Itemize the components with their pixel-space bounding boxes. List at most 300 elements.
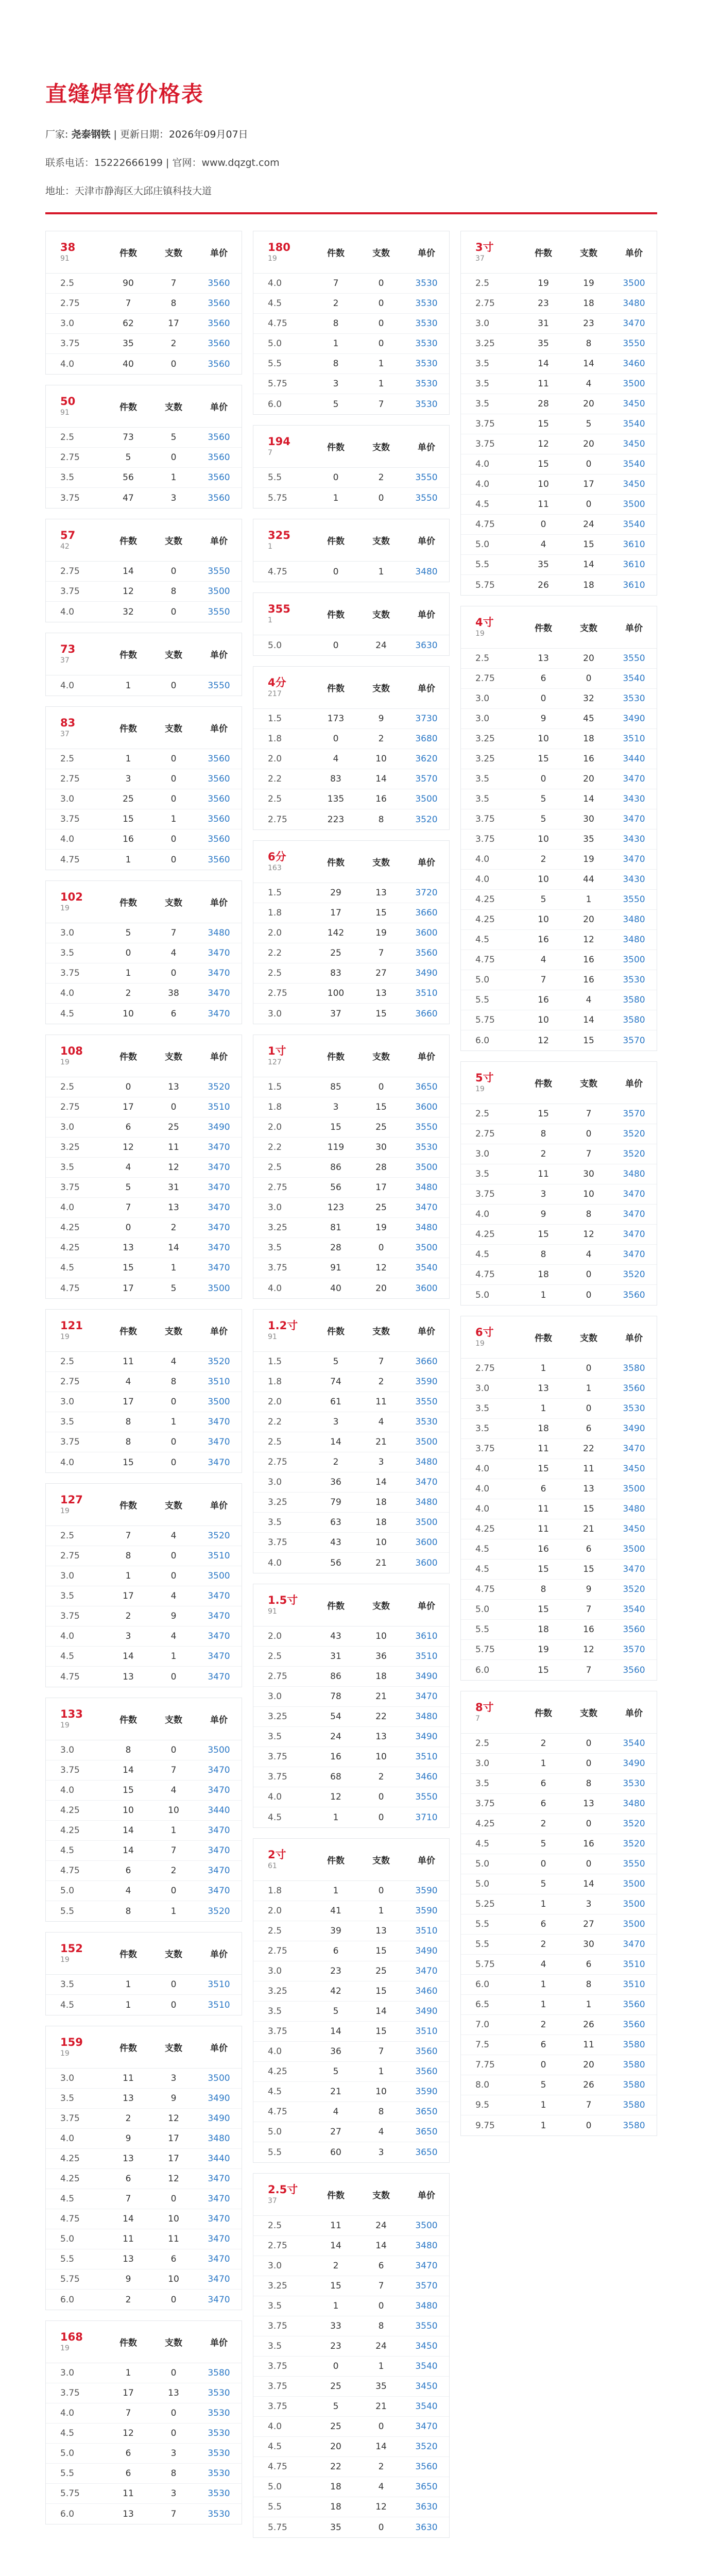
table-row <box>253 943 449 963</box>
sticks-cell: 2 <box>378 1772 384 1782</box>
column-header: 支数 <box>165 1327 182 1337</box>
price-cell: 3490 <box>623 714 645 724</box>
table-row <box>461 1774 657 1794</box>
sticks-cell: 7 <box>586 1149 592 1159</box>
price-cell: 3490 <box>208 1122 230 1132</box>
sticks-cell: 8 <box>170 298 177 309</box>
thickness-cell: 4.75 <box>475 519 495 530</box>
sticks-cell: 25 <box>375 1122 387 1132</box>
spec-table <box>253 425 450 509</box>
thickness-cell: 2.0 <box>268 928 282 938</box>
sticks-cell: 8 <box>170 2468 177 2479</box>
thickness-cell: 3.5 <box>60 1591 75 1601</box>
column-header: 支数 <box>372 1327 390 1337</box>
price-cell: 3590 <box>415 1377 438 1387</box>
price-cell: 3500 <box>415 794 438 804</box>
sticks-cell: 7 <box>170 278 177 289</box>
pieces-cell: 90 <box>123 278 134 289</box>
price-cell: 3500 <box>623 379 645 389</box>
table-row <box>46 1881 242 1901</box>
pieces-cell: 27 <box>330 2127 341 2137</box>
pieces-cell: 142 <box>327 928 345 938</box>
spec-table <box>45 633 242 696</box>
sticks-cell: 0 <box>378 2421 384 2432</box>
thickness-cell: 3.0 <box>268 1202 282 1213</box>
table-row <box>46 1901 242 1921</box>
price-cell: 3560 <box>415 2462 438 2472</box>
sticks-cell: 11 <box>583 1464 594 1474</box>
pieces-cell: 0 <box>540 774 546 784</box>
price-cell: 3560 <box>623 2020 645 2030</box>
table-row <box>253 1493 449 1513</box>
spec-table <box>45 2026 242 2310</box>
price-cell: 3540 <box>415 1263 438 1273</box>
thickness-cell: 7.0 <box>475 2020 490 2030</box>
thickness-cell: 5.75 <box>60 2488 80 2499</box>
maker-line <box>45 127 658 141</box>
thickness-cell: 4.0 <box>60 834 75 844</box>
spec-table <box>45 706 242 870</box>
price-cell: 3560 <box>208 338 230 349</box>
table-row <box>253 2457 449 2477</box>
table-row <box>253 1533 449 1553</box>
pieces-cell: 11 <box>123 1357 134 1367</box>
thickness-cell: 4.0 <box>60 1785 75 1795</box>
price-cell: 3630 <box>415 640 438 651</box>
pieces-cell: 35 <box>538 338 549 349</box>
column-header: 件数 <box>535 248 552 259</box>
thickness-cell: 3.5 <box>475 1423 490 1434</box>
column-header: 单价 <box>418 684 435 694</box>
pieces-cell: 13 <box>538 1383 549 1394</box>
pieces-cell: 60 <box>330 2147 341 2158</box>
table-row <box>46 943 242 963</box>
pieces-cell: 18 <box>330 2482 341 2492</box>
spec-label: 83 <box>60 716 76 729</box>
sticks-cell: 25 <box>375 1202 387 1213</box>
spec-table <box>253 1584 450 1828</box>
column-header: 单价 <box>210 1327 228 1337</box>
pieces-cell: 18 <box>538 1423 549 1434</box>
thickness-cell: 4.25 <box>60 1825 80 1836</box>
sticks-cell: 0 <box>170 359 177 369</box>
sticks-cell: 0 <box>170 1671 177 1682</box>
thickness-cell: 2.5 <box>268 794 282 804</box>
sticks-cell: 10 <box>375 1631 387 1641</box>
pieces-cell: 15 <box>538 1464 549 1474</box>
sticks-cell: 30 <box>375 1142 387 1153</box>
pieces-cell: 9 <box>540 1209 546 1219</box>
spec-label: 8寸 <box>475 1701 494 1714</box>
thickness-cell: 2.5 <box>268 2221 282 2231</box>
table-row <box>253 2236 449 2256</box>
thickness-cell: 2.5 <box>475 1109 490 1119</box>
price-cell: 3480 <box>415 2301 438 2311</box>
price-cell: 3560 <box>208 452 230 463</box>
table-header <box>253 1035 449 1077</box>
spec-table <box>253 1035 450 1299</box>
price-cell: 3470 <box>208 1886 230 1896</box>
sticks-cell: 30 <box>583 814 594 824</box>
sticks-cell: 5 <box>170 1283 177 1294</box>
sticks-cell: 12 <box>583 935 594 945</box>
pieces-cell: 63 <box>330 1517 341 1528</box>
thickness-cell: 3.75 <box>475 419 495 429</box>
price-cell: 3560 <box>208 754 230 764</box>
pieces-cell: 2 <box>540 1149 546 1159</box>
table-row <box>253 1158 449 1178</box>
sticks-cell: 0 <box>586 1758 592 1769</box>
pieces-cell: 6 <box>125 2174 131 2184</box>
thickness-cell: 2.75 <box>60 774 80 784</box>
thickness-cell: 3.75 <box>60 2388 80 2398</box>
pieces-cell: 13 <box>123 1243 134 1253</box>
sticks-cell: 0 <box>378 2301 384 2311</box>
table-row <box>253 883 449 903</box>
sticks-cell: 4 <box>378 2482 384 2492</box>
thickness-cell: 2.75 <box>475 1363 495 1374</box>
table-row <box>253 2102 449 2122</box>
table-row <box>461 2095 657 2115</box>
sticks-cell: 18 <box>375 1671 387 1682</box>
pieces-cell: 6 <box>125 1122 131 1132</box>
thickness-cell: 5.0 <box>268 640 282 651</box>
thickness-cell: 6.0 <box>475 1665 490 1675</box>
price-cell: 3550 <box>623 653 645 664</box>
thickness-cell: 4.0 <box>475 459 490 469</box>
price-cell: 3550 <box>415 493 438 503</box>
thickness-cell: 2.0 <box>268 1906 282 1916</box>
spec-cell <box>253 529 313 552</box>
price-cell: 3580 <box>623 2100 645 2110</box>
table-row <box>253 1412 449 1432</box>
thickness-cell: 2.0 <box>268 754 282 764</box>
sticks-cell: 1 <box>378 1906 384 1916</box>
spec-count: 19 <box>60 1955 70 1964</box>
thickness-cell: 4.0 <box>475 1209 490 1219</box>
spec-table <box>45 2320 242 2524</box>
price-cell: 3550 <box>623 894 645 905</box>
table-row <box>253 1727 449 1747</box>
thickness-cell: 1.8 <box>268 1886 282 1896</box>
price-cell: 3530 <box>208 2488 230 2499</box>
spec-label: 38 <box>60 241 76 253</box>
price-cell: 3480 <box>623 914 645 925</box>
thickness-cell: 4.5 <box>475 1249 490 1260</box>
pieces-cell: 17 <box>123 1591 134 1601</box>
table-header <box>46 2321 242 2363</box>
thickness-cell: 5.0 <box>475 1879 490 1889</box>
table-row <box>253 789 449 809</box>
thickness-cell: 5.5 <box>268 2147 282 2158</box>
thickness-cell: 2.75 <box>268 2241 287 2251</box>
pieces-cell: 4 <box>540 1959 546 1970</box>
price-cell: 3470 <box>208 1765 230 1775</box>
spec-count: 19 <box>60 2344 70 2352</box>
pieces-cell: 2 <box>125 1611 131 1621</box>
price-cell: 3550 <box>208 566 230 577</box>
thickness-cell: 4.5 <box>475 935 490 945</box>
column-header: 支数 <box>580 1708 597 1719</box>
pieces-cell: 4 <box>540 539 546 550</box>
column-header: 件数 <box>327 536 345 547</box>
price-cell: 3470 <box>415 1477 438 1487</box>
thickness-cell: 1.5 <box>268 888 282 898</box>
pieces-cell: 18 <box>538 1269 549 1280</box>
price-cell: 3560 <box>208 432 230 443</box>
sticks-cell: 11 <box>583 2040 594 2050</box>
thickness-cell: 8.0 <box>475 2080 490 2090</box>
price-cell: 3500 <box>623 499 645 510</box>
sticks-cell: 0 <box>378 338 384 349</box>
spec-cell <box>253 1045 313 1067</box>
pieces-cell: 5 <box>333 399 339 410</box>
column-header: 件数 <box>327 248 345 259</box>
price-cell: 3430 <box>623 834 645 844</box>
thickness-cell: 5.75 <box>268 2522 287 2533</box>
thickness-cell: 3.5 <box>475 1403 490 1414</box>
pieces-cell: 2 <box>125 2113 131 2124</box>
table-row <box>253 1981 449 2002</box>
sticks-cell: 1 <box>378 379 384 389</box>
thickness-cell: 5.0 <box>60 2234 75 2244</box>
sticks-cell: 6 <box>378 2261 384 2271</box>
sticks-cell: 16 <box>583 1624 594 1635</box>
table-row <box>46 334 242 354</box>
sticks-cell: 0 <box>170 1551 177 1561</box>
pieces-cell: 83 <box>330 968 341 978</box>
spec-table <box>253 519 450 582</box>
thickness-cell: 2.2 <box>268 948 282 958</box>
pieces-cell: 25 <box>330 2381 341 2392</box>
pieces-cell: 11 <box>538 1444 549 1454</box>
price-cell: 3450 <box>623 1524 645 1534</box>
thickness-cell: 3.0 <box>60 2073 75 2083</box>
price-cell: 3470 <box>208 1263 230 1273</box>
column-header: 单价 <box>625 1079 643 1089</box>
thickness-cell: 2.75 <box>60 1551 80 1561</box>
table-row <box>461 950 657 970</box>
price-cell: 3470 <box>208 1008 230 1019</box>
price-cell: 3480 <box>623 298 645 309</box>
thickness-cell: 5.5 <box>268 472 282 483</box>
pieces-cell: 31 <box>538 318 549 329</box>
table-row <box>253 314 449 334</box>
table-row <box>46 1117 242 1138</box>
pieces-cell: 14 <box>123 1651 134 1662</box>
table-row <box>46 468 242 488</box>
thickness-cell: 3.5 <box>268 2341 282 2351</box>
pieces-cell: 21 <box>330 2087 341 2097</box>
thickness-cell: 3.5 <box>60 1162 75 1173</box>
update-date: | 更新日期：2026年09月07日 <box>113 129 248 140</box>
price-cell: 3520 <box>208 1082 230 1092</box>
pieces-cell: 8 <box>540 1129 546 1139</box>
sticks-cell: 9 <box>170 1611 177 1621</box>
pieces-cell: 12 <box>538 1035 549 1046</box>
pieces-cell: 35 <box>538 560 549 570</box>
sticks-cell: 9 <box>170 2093 177 2104</box>
thickness-cell: 4.0 <box>475 854 490 865</box>
thickness-cell: 3.0 <box>60 1397 75 1407</box>
table-row <box>461 1814 657 1834</box>
pieces-cell: 23 <box>330 1966 341 1976</box>
pieces-cell: 24 <box>330 1732 341 1742</box>
column-header: 单价 <box>210 1950 228 1960</box>
thickness-cell: 4.75 <box>475 1269 495 1280</box>
table-header <box>46 633 242 675</box>
sticks-cell: 1 <box>170 1263 177 1273</box>
price-cell: 3440 <box>208 2154 230 2164</box>
price-cell: 3510 <box>208 1999 230 2010</box>
price-cell: 3450 <box>623 1464 645 1474</box>
thickness-cell: 5.75 <box>60 2274 80 2284</box>
pieces-cell: 7 <box>540 975 546 985</box>
price-cell: 3470 <box>208 1785 230 1795</box>
price-cell: 3470 <box>623 1564 645 1574</box>
pieces-cell: 1 <box>333 2301 339 2311</box>
thickness-cell: 4.75 <box>60 1866 80 1876</box>
thickness-cell: 4.25 <box>60 2174 80 2184</box>
price-cell: 3560 <box>415 2046 438 2057</box>
table-row <box>461 294 657 314</box>
table-row <box>253 1372 449 1392</box>
column-header: 件数 <box>327 443 345 453</box>
pieces-cell: 9 <box>125 2133 131 2144</box>
price-cell: 3610 <box>415 1631 438 1641</box>
column-header: 件数 <box>327 1327 345 1337</box>
pieces-cell: 4 <box>540 955 546 965</box>
table-row <box>461 575 657 595</box>
table-row <box>46 675 242 696</box>
price-cell: 3630 <box>415 2502 438 2512</box>
table-row <box>46 294 242 314</box>
table-row <box>253 984 449 1004</box>
spec-table <box>45 231 242 375</box>
pieces-cell: 6 <box>125 2468 131 2479</box>
sticks-cell: 4 <box>586 379 592 389</box>
sticks-cell: 14 <box>583 1015 594 1025</box>
spec-count: 19 <box>60 1058 70 1066</box>
price-cell: 3470 <box>208 1182 230 1193</box>
table-row <box>461 910 657 930</box>
sticks-cell: 0 <box>586 459 592 469</box>
pieces-cell: 1 <box>540 1899 546 1909</box>
table-row <box>461 870 657 890</box>
table-header <box>253 667 449 709</box>
table-row <box>461 1955 657 1975</box>
table-row <box>253 2497 449 2517</box>
price-cell: 3600 <box>415 1537 438 1548</box>
pieces-cell: 11 <box>538 1169 549 1179</box>
thickness-cell: 3.75 <box>60 1611 80 1621</box>
thickness-cell: 4.5 <box>268 2442 282 2452</box>
pieces-cell: 3 <box>125 1631 131 1641</box>
price-cell: 3510 <box>623 1959 645 1970</box>
thickness-cell: 4.5 <box>60 2428 75 2438</box>
price-cell: 3510 <box>415 2026 438 2037</box>
thickness-cell: 3.75 <box>60 2113 80 2124</box>
pieces-cell: 11 <box>123 2073 134 2083</box>
spec-count: 217 <box>268 689 282 698</box>
column-header: 单价 <box>418 858 435 868</box>
thickness-cell: 3.5 <box>60 472 75 483</box>
table-row <box>461 749 657 769</box>
pieces-cell: 61 <box>330 1397 341 1407</box>
thickness-cell: 4.0 <box>60 2408 75 2418</box>
sticks-cell: 6 <box>586 1423 592 1434</box>
sticks-cell: 4 <box>170 1591 177 1601</box>
thickness-cell: 3.0 <box>475 1383 490 1394</box>
price-cell: 3470 <box>208 2194 230 2204</box>
spec-table <box>460 606 657 1051</box>
sticks-cell: 35 <box>375 2381 387 2392</box>
pieces-cell: 2 <box>333 298 339 309</box>
pieces-cell: 123 <box>327 1202 345 1213</box>
thickness-cell: 5.0 <box>475 1290 490 1300</box>
sticks-cell: 0 <box>170 1745 177 1755</box>
price-cell: 3470 <box>208 1417 230 1427</box>
thickness-cell: 2.5 <box>60 754 75 764</box>
pieces-cell: 17 <box>330 908 341 918</box>
table-row <box>46 1278 242 1298</box>
sticks-cell: 0 <box>170 606 177 617</box>
column-header: 单价 <box>210 1501 228 1511</box>
column-header: 件数 <box>119 536 137 547</box>
sticks-cell: 14 <box>583 1879 594 1889</box>
price-cell: 3580 <box>623 1363 645 1374</box>
spec-label: 152 <box>60 1942 83 1955</box>
pieces-cell: 14 <box>123 1765 134 1775</box>
price-cell: 3470 <box>208 1162 230 1173</box>
sticks-cell: 19 <box>583 854 594 865</box>
sticks-cell: 8 <box>378 2321 384 2331</box>
price-cell: 3470 <box>208 1651 230 1662</box>
column-header: 单价 <box>210 2043 228 2054</box>
table-row <box>46 769 242 789</box>
table-row <box>461 1030 657 1050</box>
table-header <box>253 426 449 468</box>
column-header: 支数 <box>372 2191 390 2201</box>
table-row <box>253 1881 449 1901</box>
price-cell: 3460 <box>415 1772 438 1782</box>
table-row <box>461 334 657 354</box>
price-cell: 3520 <box>208 1906 230 1917</box>
table-row <box>46 2169 242 2189</box>
table-row <box>253 2377 449 2397</box>
thickness-cell: 3.0 <box>60 1122 75 1132</box>
table-header <box>253 231 449 274</box>
pieces-cell: 2 <box>333 1457 339 1467</box>
spec-cell <box>461 241 521 264</box>
column-header: 支数 <box>580 1333 597 1344</box>
pieces-cell: 1 <box>125 968 131 978</box>
sticks-cell: 3 <box>586 1899 592 1909</box>
sticks-cell: 14 <box>168 1243 179 1253</box>
price-cell: 3550 <box>208 680 230 691</box>
sticks-cell: 1 <box>170 1651 177 1662</box>
sticks-cell: 10 <box>375 2087 387 2097</box>
price-cell: 3580 <box>623 995 645 1005</box>
pieces-cell: 25 <box>330 2421 341 2432</box>
column-header: 件数 <box>119 1715 137 1725</box>
sticks-cell: 14 <box>583 359 594 369</box>
pieces-cell: 29 <box>330 888 341 898</box>
pieces-cell: 81 <box>330 1223 341 1233</box>
table-row <box>46 2229 242 2249</box>
column-header: 单价 <box>418 1052 435 1062</box>
table-row <box>253 1097 449 1117</box>
